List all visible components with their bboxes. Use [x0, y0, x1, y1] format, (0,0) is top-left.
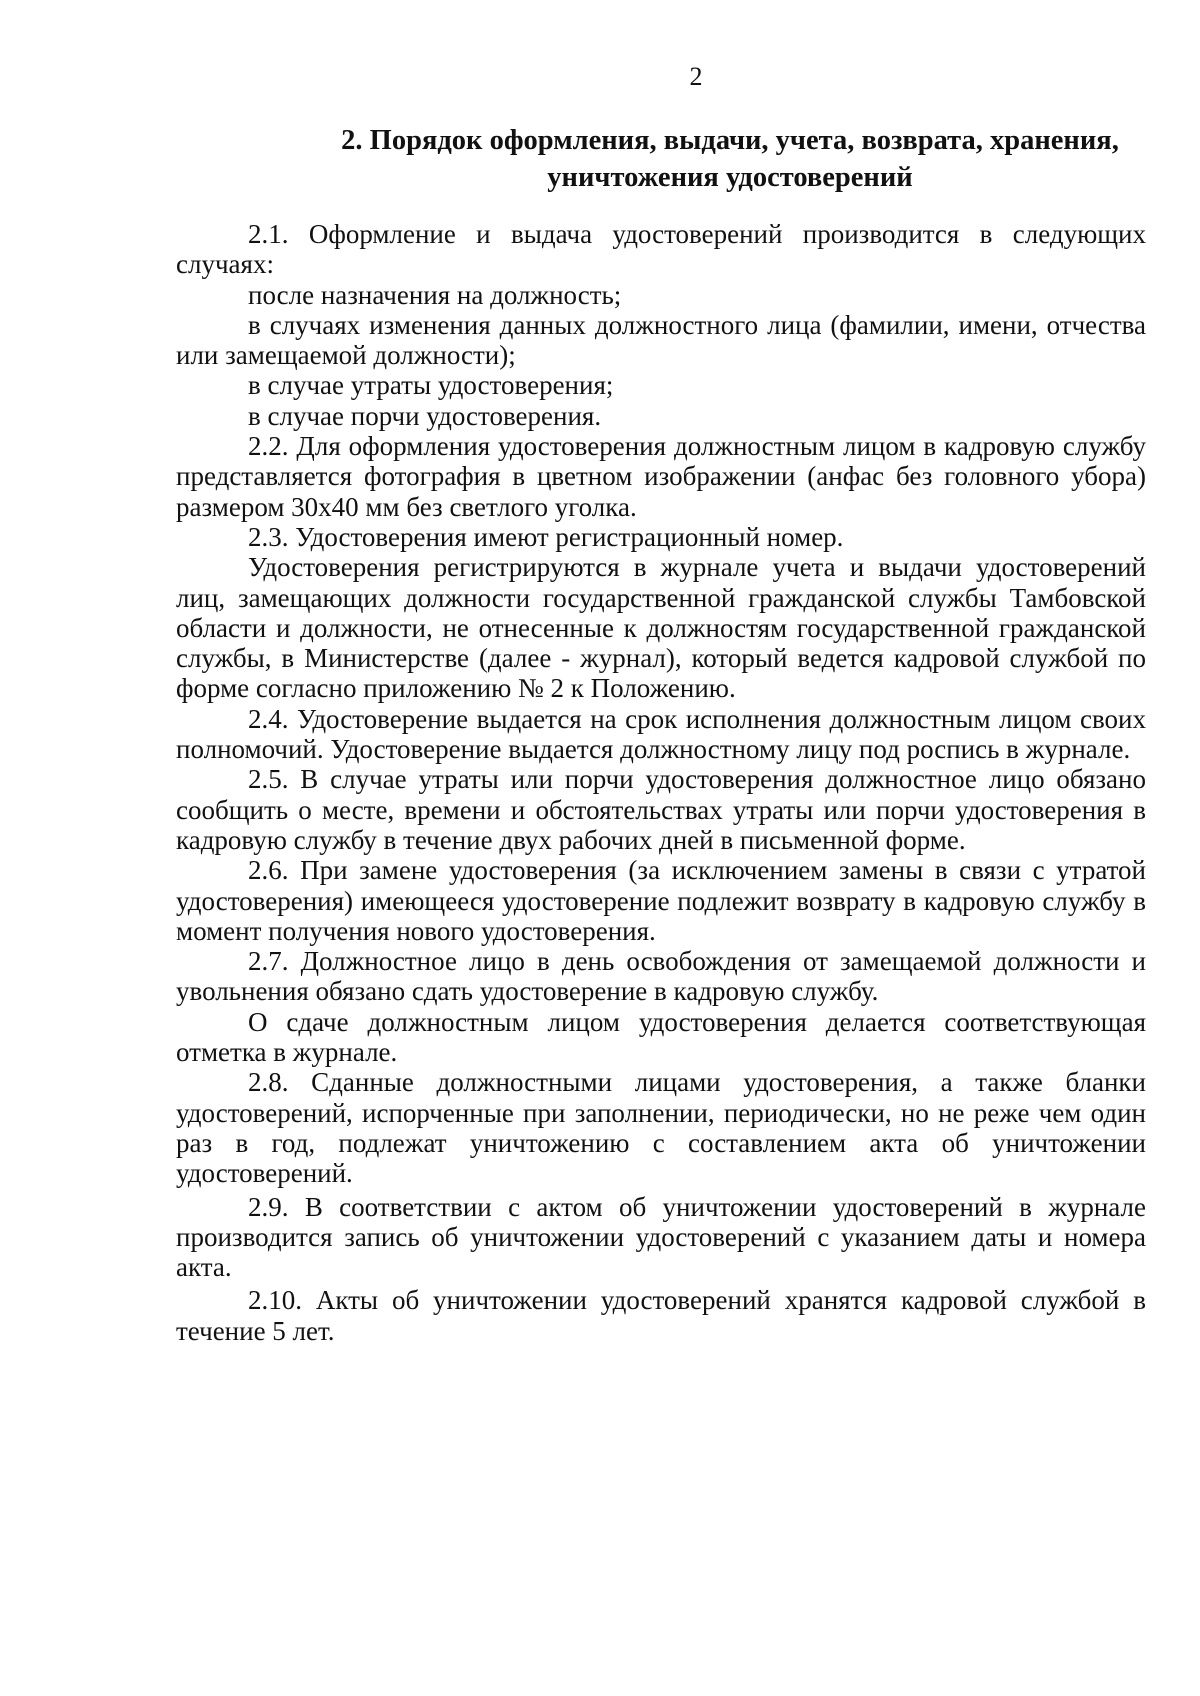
- section-title-line: 2. Порядок оформления, выдачи, учета, возврата, хранения,: [341, 125, 1119, 156]
- document-body: [176, 219, 1146, 1346]
- paragraph-2-6: 2.6. При замене удостоверения (за исключением замены в связи с утратой удостоверения) имеющееся удостоверение подлежит возврату в кадровую службу в момент получения нового удостоверения.: [176, 855, 1146, 946]
- paragraph-registration: Удостоверения регистрируются в журнале учета и выдачи удостоверений лиц, замещающих должности государственной гражданской службы Тамбовской области и должности, не отнесенные к должностям государственной гражданской службы, в Министерстве (далее - журнал), который ведется кадровой службой по форме согласно приложению № 2 к Положению.: [176, 552, 1146, 704]
- paragraph-2-7: 2.7. Должностное лицо в день освобождения от замещаемой должности и увольнения обязано сдать удостоверение в кадровую службу.: [176, 946, 1146, 1007]
- paragraph-2-5: 2.5. В случае утраты или порчи удостоверения должностное лицо обязано сообщить о месте, времени и обстоятельствах утраты или порчи удостоверения в кадровую службу в течение двух рабочих дней в письменной форме.: [176, 764, 1146, 855]
- list-item-damage: в случае порчи удостоверения.: [248, 400, 602, 431]
- list-item-loss: в случае утраты удостоверения;: [248, 370, 614, 401]
- paragraph-2-8: 2.8. Сданные должностными лицами удостоверения, а также бланки удостоверений, испорченные при заполнении, периодически, но не реже чем один раз в год, подлежат уничтожению с составлением акта об уничтожении удостоверений.: [176, 1067, 1146, 1189]
- paragraph-2-10: 2.10. Акты об уничтожении удостоверений хранятся кадровой службой в течение 5 лет.: [176, 1285, 1146, 1346]
- list-item-data-change: в случаях изменения данных должностного лица (фамилии, имени, отчества или замещаемой должности);: [176, 309, 1146, 371]
- paragraph-2-3: 2.3. Удостоверения имеют регистрационный номер.: [248, 521, 844, 552]
- list-item-appointment: после назначения на должность;: [248, 279, 622, 310]
- section-title: [300, 122, 1160, 196]
- page-number: 2: [689, 62, 703, 91]
- paragraph-return-note: О сдаче должностным лицом удостоверения делается соответствующая отметка в журнале.: [176, 1006, 1146, 1068]
- paragraph-2-9: 2.9. В соответствии с актом об уничтожении удостоверений в журнале производится запись об уничтожении удостоверений с указанием даты и номера акта.: [176, 1191, 1146, 1283]
- paragraph-2-1: 2.1. Оформление и выдача удостоверений производится в следующих случаях:: [176, 219, 1146, 280]
- paragraph-2-2: 2.2. Для оформления удостоверения должностным лицом в кадровую службу представляется фотография в цветном изображении (анфас без головного убора) размером 30х40 мм без светлого уголка.: [176, 431, 1146, 522]
- paragraph-2-4: 2.4. Удостоверение выдается на срок исполнения должностным лицом своих полномочий. Удостоверение выдается должностному лицу под роспись в журнале.: [176, 703, 1146, 765]
- section-title-line: уничтожения удостоверений: [547, 162, 913, 193]
